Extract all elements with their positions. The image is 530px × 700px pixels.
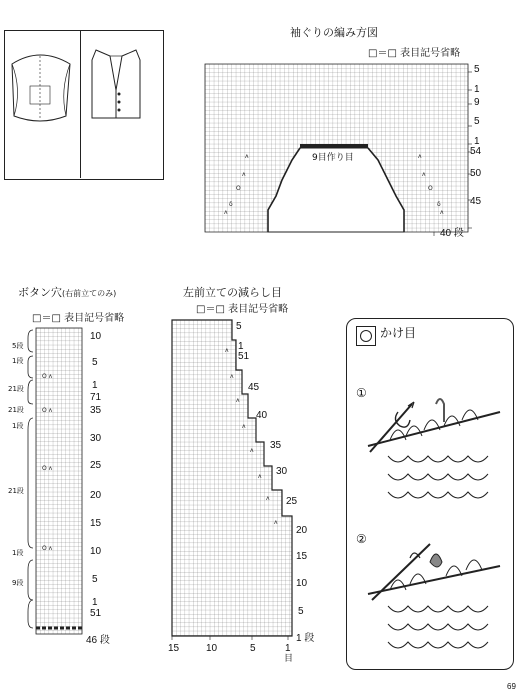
svg-text:O: O	[236, 185, 241, 192]
sleeve-row-label: 5	[474, 64, 480, 75]
buttonhole-row-label: 71	[90, 392, 102, 403]
left-front-row-label: 35	[270, 440, 282, 451]
svg-text:ʌ: ʌ	[418, 153, 422, 160]
sleeve-row-label: 1	[474, 84, 480, 95]
sleeve-title: 袖ぐりの編み方図	[290, 26, 378, 39]
buttonhole-title-note: (右前立てのみ)	[62, 289, 117, 298]
buttonhole-left-label: 1段	[12, 422, 24, 430]
left-front-row-label: 30	[276, 466, 288, 477]
buttonhole-row-label: 46 段	[86, 635, 110, 646]
svg-text:ʌ: ʌ	[266, 495, 270, 502]
svg-text:ʌ: ʌ	[230, 373, 234, 380]
svg-text:ʌ: ʌ	[242, 423, 246, 430]
left-front-row-label: 5	[298, 606, 304, 617]
left-front-row-label: 15	[296, 551, 308, 562]
sleeve-row-label: 1	[474, 136, 480, 147]
buttonhole-left-label: 21段	[8, 487, 24, 495]
sleeve-row-label: 9	[474, 97, 480, 108]
left-front-col-label: 5	[250, 643, 256, 654]
svg-text:ʌ: ʌ	[224, 209, 228, 216]
buttonhole-row-label: 15	[90, 518, 102, 529]
svg-text:ʌ: ʌ	[258, 473, 262, 480]
svg-text:δ: δ	[229, 201, 233, 208]
sleeve-row-label: 54	[470, 146, 482, 157]
svg-text:O ʌ: O ʌ	[42, 407, 53, 414]
svg-text:O: O	[428, 185, 433, 192]
buttonhole-row-label: 1	[92, 597, 98, 608]
buttonhole-legend: □＝□ 表目記号省略	[32, 313, 125, 324]
page-number: 69	[507, 682, 516, 691]
left-front-row-label: 25	[286, 496, 298, 507]
buttonhole-row-label: 30	[90, 433, 102, 444]
sleeve-row-label: 50	[470, 168, 482, 179]
buttonhole-row-label: 5	[92, 574, 98, 585]
left-front-col-label: 15	[168, 643, 180, 654]
sleeve-legend: □＝□ 表目記号省略	[368, 48, 461, 59]
left-front-row-label: 51	[238, 351, 250, 362]
buttonhole-row-label: 35	[90, 405, 102, 416]
sleeve-row-label: 40 段	[440, 228, 464, 239]
svg-text:O ʌ: O ʌ	[42, 465, 53, 472]
svg-text:ʌ: ʌ	[250, 447, 254, 454]
buttonhole-left-label: 9段	[12, 579, 24, 587]
buttonhole-left-label: 21段	[8, 406, 24, 414]
svg-text:O ʌ: O ʌ	[42, 545, 53, 552]
svg-text:O ʌ: O ʌ	[42, 373, 53, 380]
buttonhole-row-label: 51	[90, 608, 102, 619]
left-front-title: 左前立ての減らし目	[183, 286, 282, 299]
left-front-row-label: 45	[248, 382, 260, 393]
buttonhole-left-label: 5段	[12, 342, 24, 350]
svg-text:ʌ: ʌ	[274, 519, 278, 526]
left-front-row-label: 1 段	[296, 633, 315, 644]
buttonhole-row-label: 10	[90, 331, 102, 342]
left-front-col-unit: 目	[284, 654, 294, 664]
left-front-row-label: 5	[236, 321, 242, 332]
left-front-row-label: 20	[296, 525, 308, 536]
svg-text:ʌ: ʌ	[225, 347, 229, 354]
svg-text:ʌ: ʌ	[242, 171, 246, 178]
buttonhole-left-label: 1段	[12, 357, 24, 365]
buttonhole-left-label: 21段	[8, 385, 24, 393]
buttonhole-left-label: 1段	[12, 549, 24, 557]
buttonhole-row-label: 10	[90, 546, 102, 557]
buttonhole-row-label: 25	[90, 460, 102, 471]
yarn-over-step2: ②	[356, 532, 367, 546]
left-front-row-label: 1	[238, 341, 244, 352]
buttonhole-row-label: 5	[92, 357, 98, 368]
buttonhole-row-label: 1	[92, 380, 98, 391]
buttonhole-title-text: ボタン穴	[18, 286, 62, 299]
svg-text:δ: δ	[437, 201, 441, 208]
left-front-col-label: 10	[206, 643, 218, 654]
sleeve-row-label: 5	[474, 116, 480, 127]
buttonhole-row-label: 20	[90, 490, 102, 501]
yarn-over-title: かけ目	[380, 326, 417, 340]
left-front-legend: □＝□ 表目記号省略	[196, 304, 289, 315]
svg-text:ʌ: ʌ	[236, 397, 240, 404]
left-front-col-label: 1	[285, 643, 291, 654]
left-front-row-label: 40	[256, 410, 268, 421]
left-front-row-label: 10	[296, 578, 308, 589]
sleeve-row-label: 45	[470, 196, 482, 207]
svg-text:ʌ: ʌ	[245, 153, 249, 160]
yarn-over-step1: ①	[356, 386, 367, 400]
sleeve-center-label: 9目作り目	[312, 153, 354, 163]
svg-text:ʌ: ʌ	[440, 209, 444, 216]
svg-text:ʌ: ʌ	[422, 171, 426, 178]
